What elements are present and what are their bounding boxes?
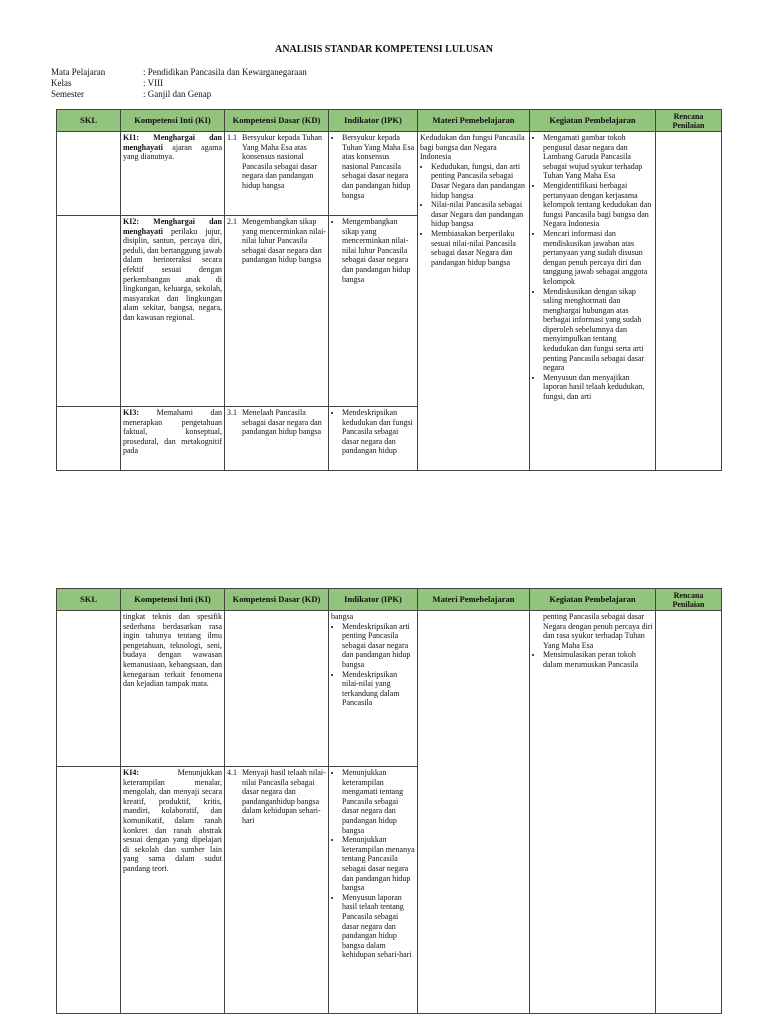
header-ki: Kompetensi Inti (KI)	[121, 589, 225, 611]
document-title: ANALISIS STANDAR KOMPETENSI LULUSAN	[275, 44, 493, 55]
list-item: • Menunjukkan keterampilan mengamati tentang Pancasila sebagai dasar negara dan pandangan hidup bangsa	[342, 768, 415, 835]
header-materi: Materi Pemebelajaran	[418, 589, 530, 611]
header-kegiatan: Kegiatan Pembelajaran	[530, 589, 656, 611]
ipk2-cell	[329, 216, 418, 407]
skl-cell	[57, 611, 121, 767]
ki2-cell: KI2: Menghargai dan menghayati perilaku jujur, disiplin, santun, percaya diri, peduli, dan bertanggung jawab dalam berinteraksi secara efektif sesuai dengan perkembangan anak di lingkungan, keluarga, sekolah, masyarakat dan lingkungan alam sekitar, bangsa, negara, dan kawasan regional.	[121, 216, 225, 407]
list-item: • Menunjukkan keterampilan menanya tentang Pancasila sebagai dasar negara dan pandangan hidup bangsa	[342, 835, 415, 893]
meta-value: : Ganjil dan Genap	[143, 89, 212, 99]
rencana-cell	[656, 611, 722, 1014]
ki3-cont-cell: tingkat teknis dan spesifik sederhana berdasarkan rasa ingin tahunya tentang ilmu pengetahuan, teknologi, seni, budaya dengan wawasan kemanusiaan, kebangsaan, dan kenegaraan terkait fenomena dan kejadian tampak mata.	[121, 611, 225, 767]
skl-cell	[57, 407, 121, 471]
ipk1-cell	[329, 132, 418, 216]
list-item: • Mengidentifikasi berbagai pertanyaan dengan kerjasama kelompok tentang kedudukan dan fungsi Pancasila bagi bangsa dan Negara Indonesia	[543, 181, 653, 229]
list-item: • Menyusun laporan hasil telaah tentang Pancasila sebagai dasar negara dan pandangan hidup bangsa dalam kehidupan sehari-hari	[342, 893, 415, 960]
materi-cell	[418, 611, 530, 1014]
table-header-row	[57, 589, 722, 611]
header-rencana: Rencana Penilaian	[656, 589, 722, 611]
skl-cell	[57, 216, 121, 407]
list-item: • Mensimulasikan peran tokoh dalam merumuskan Pancasila	[543, 650, 653, 669]
table-row	[57, 611, 722, 767]
list-item: • Bersyukur kepada Tuhan Yang Maha Esa atas konsensus nasional Pancasila sebagai dasar negara dan pandangan hidup bangsa	[342, 133, 415, 200]
rencana-cell	[656, 132, 722, 471]
header-ipk: Indikator (IPK)	[329, 110, 418, 132]
document-meta	[51, 67, 307, 100]
list-item: • Kedudukan, fungsi, dan arti penting Pancasila sebagai Dasar Negara dan pandangan hidup bangsa	[431, 162, 527, 200]
list-item: • Mencari informasi dan mendiskusikan jawaban atas pertanyaan yang sudah disusun dengan penuh percaya diri dan tanggung jawab sebagai anggota kelompok	[543, 229, 653, 287]
list-item: • Mendeskripsikan arti penting Pancasila sebagai dasar negara dan pandangan hidup bangsa	[342, 622, 415, 670]
kegiatan-cell	[530, 132, 656, 471]
skl-cell	[57, 132, 121, 216]
list-item: • Mendeskripsikan nilai-nilai yang terkandung dalam Pancasila	[342, 670, 415, 708]
header-ki: Kompetensi Inti (KI)	[121, 110, 225, 132]
header-kd: Kompetensi Dasar (KD)	[225, 589, 329, 611]
kd4-cell: 4.1 Menyaji hasil telaah nilai-nilai Pancasila sebagai dasar negara dan pandanganhidup bangsa dalam kehidupan sehari-hari	[225, 767, 329, 1014]
ki3-cell: KI3: Memahami dan menerapkan pengetahuan faktual, konseptual, prosedural, dan metakognitif pada	[121, 407, 225, 471]
list-item: • Mengembangkan sikap yang mencerminkan nilai-nilai luhur Pancasila sebagai dasar negara dan pandangan hidup bangsa	[342, 217, 415, 284]
ipk3-cont-cell: bangsa • Mendeskripsikan arti penting Pancasila sebagai dasar negara dan pandangan hidup bangsa • Mendeskripsikan nilai-nilai yang terkandung dalam Pancasila	[329, 611, 418, 767]
ipk3-cell	[329, 407, 418, 471]
header-rencana: Rencana Penilaian	[656, 110, 722, 132]
meta-row-semester	[51, 89, 307, 100]
meta-label: Kelas	[51, 78, 72, 88]
header-materi: Materi Pemebelajaran	[418, 110, 530, 132]
kd1-cell: 1.1 Bersyukur kepada Tuhan Yang Maha Esa atas konsensus nasional Pancasila sebagai dasar negara dan pandangan hidup bangsa	[225, 132, 329, 216]
meta-row-kelas	[51, 78, 307, 89]
table-row	[57, 132, 722, 216]
table-header-row	[57, 110, 722, 132]
list-item: • Mengamati gambar tokoh pengusul dasar negara dan Lambang Garuda Pancasila sebagai wujud syukur terhadap Tuhan Yang Maha Esa	[543, 133, 653, 181]
header-kegiatan: Kegiatan Pembelajaran	[530, 110, 656, 132]
meta-value: : Pendidikan Pancasila dan Kewarganegaraan	[143, 67, 307, 77]
ki1-cell: KI1: Menghargai dan menghayati ajaran agama yang dianutnya.	[121, 132, 225, 216]
ipk4-cell	[329, 767, 418, 1014]
skl-table-page-2	[56, 588, 722, 1014]
header-skl: SKL	[57, 110, 121, 132]
list-item: • Mendiskusikan dengan sikap saling menghormati dan menghargai hubungan atas berbagai informasi yang sudah diperoleh sebelumnya dan menyimpulkan tentang kedudukan dan fungsi serta arti penting Pancasila sebagai dasar negara	[543, 287, 653, 373]
header-skl: SKL	[57, 589, 121, 611]
meta-row-mapel	[51, 67, 307, 78]
list-item: • Menyusun dan menyajikan laporan hasil telaah kedudukan, fungsi, dan arti	[543, 373, 653, 402]
meta-label: Mata Pelajaran	[51, 67, 106, 77]
skl-table-page-1	[56, 109, 722, 471]
skl-cell	[57, 767, 121, 1014]
meta-label: Semester	[51, 89, 84, 99]
list-item: • Mendeskripsikan kedudukan dan fungsi Pancasila sebagai dasar negara dan pandangan hidup	[342, 408, 415, 456]
ki4-cell: KI4: Menunjukkan keterampilan menalar, mengolah, dan menyaji secara kreatif, produktif, kritis, mandiri, kolaboratif, dan komunikatif, dalam ranah konkret dan ranah abstrak sesuai dengan yang dipelajari di sekolah dan sumber lain yang sama dalam sudut pandang teori.	[121, 767, 225, 1014]
kd-cell	[225, 611, 329, 767]
kegiatan-cell: penting Pancasila sebagai dasar Negara dengan penuh percaya diri dan rasa syukur terhadap Tuhan Yang Maha Esa • Mensimulasikan peran tokoh dalam merumuskan Pancasila	[530, 611, 656, 1014]
list-item: • Nilai-nilai Pancasila sebagai dasar Negara dan pandangan hidup bangsa	[431, 200, 527, 229]
header-ipk: Indikator (IPK)	[329, 589, 418, 611]
meta-value: : VIII	[143, 78, 164, 88]
kd3-cell: 3.1 Menelaah Pancasila sebagai dasar negara dan pandangan hidup bangsa	[225, 407, 329, 471]
kd2-cell: 2.1 Mengembangkan sikap yang mencerminkan nilai-nilai luhur Pancasila sebagai dasar negara dan pandangan hidup bangsa	[225, 216, 329, 407]
header-kd: Kompetensi Dasar (KD)	[225, 110, 329, 132]
list-item: • Membiasakan berperilaku sesuai nilai-nilai Pancasila sebagai dasar Negara dan pandangan hidup bangsa	[431, 229, 527, 267]
materi-cell: Kedudukan dan fungsi Pancasila bagi bangsa dan Negara Indonesia • Kedudukan, fungsi, dan arti penting Pancasila sebagai Dasar Negara dan pandangan hidup bangsa • Nilai-nilai Pancasila sebagai dasar Negara dan pandangan hidup bangsa • Membiasakan berperilaku sesuai nilai-nilai Pancasila sebagai dasar Negara dan pandangan hidup bangsa	[418, 132, 530, 471]
